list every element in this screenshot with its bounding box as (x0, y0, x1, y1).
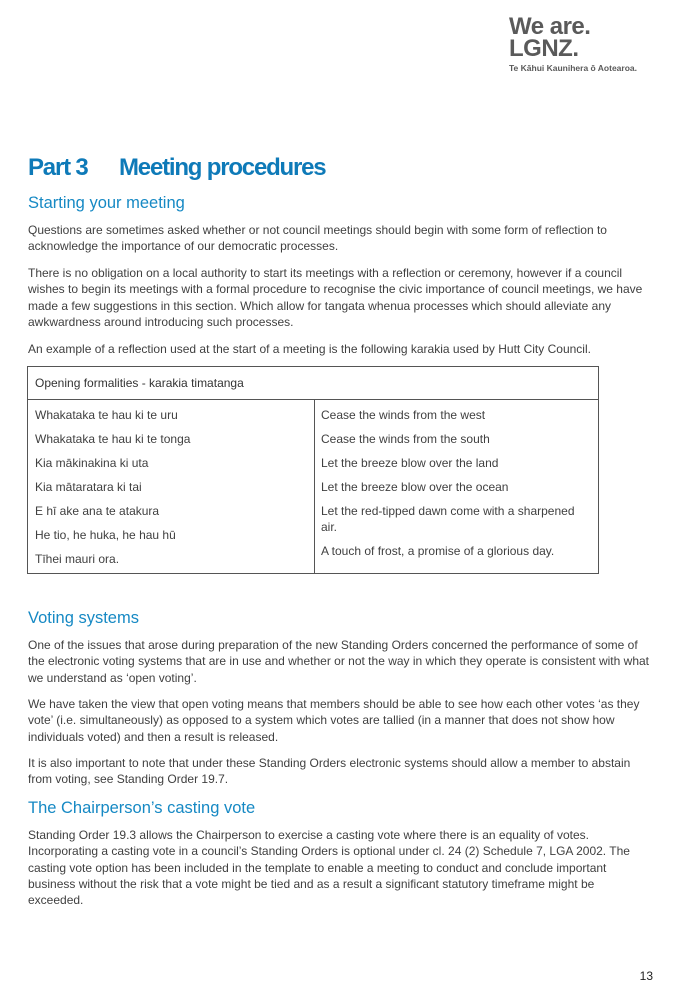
translation-line: Let the breeze blow over the ocean (321, 480, 509, 494)
paragraph: There is no obligation on a local authority to start its meetings with a reflection or ceremony, however if a council wishes to begin its meetings with a formal procedure to recognise the civic importance of council meetings, we have made a few suggestions in this section. Which allow for tangata whenua processes which should alleviate any awkwardness around introducing such processes. (28, 266, 643, 329)
karakia-line: Whakataka te hau ki te uru (35, 408, 178, 422)
logo-line-1: We are. (509, 13, 591, 40)
paragraph: We have taken the view that open voting means that members should be able to see how each other votes ‘as they vote’ (i.e. simultaneously) as opposed to a system which votes are tallied (in a manner that does not show how individuals voted) and then a result is released. (28, 697, 640, 744)
lgnz-logo (509, 13, 637, 73)
paragraph: Standing Order 19.3 allows the Chairperson to exercise a casting vote where there is an equality of votes. Incorporating a casting vote in a council’s Standing Orders is optional under cl. 24 (2) Schedule 7, LGA 2002. The casting vote option has been included in the template to enable a meeting to conduct and conclude important business without the risk that a vote might be tied and as a result a significant statutory timeframe might be exceeded. (28, 828, 630, 908)
section-heading-starting: Starting your meeting (28, 194, 185, 212)
translation-line: Let the breeze blow over the land (321, 456, 499, 470)
part-heading (28, 154, 326, 182)
paragraph: It is also important to note that under these Standing Orders electronic systems should allow a member to abstain from voting, see Standing Order 19.7. (28, 756, 631, 787)
karakia-line: Kia mātaratara ki tai (35, 480, 142, 494)
paragraph: One of the issues that arose during preparation of the new Standing Orders concerned the performance of some of the electronic voting systems that are in use and whether or not the way in which they operate is consistent with what we understand as ‘open voting’. (28, 638, 649, 685)
part-title: Meeting procedures (119, 154, 326, 181)
karakia-line: E hī ake ana te atakura (35, 504, 160, 518)
translation-line: Cease the winds from the south (321, 432, 490, 446)
karakia-line: Kia mākinakina ki uta (35, 456, 149, 470)
karakia-line: Whakataka te hau ki te tonga (35, 432, 191, 446)
paragraph: Questions are sometimes asked whether or not council meetings should begin with some form of reflection to acknowledge the importance of our democratic processes. (28, 223, 607, 254)
section-heading-casting: The Chairperson’s casting vote (28, 799, 256, 817)
logo-tagline: Te Kāhui Kaunihera ō Aotearoa. (509, 63, 637, 73)
logo-line-2: LGNZ. (509, 35, 579, 62)
karakia-table (27, 366, 599, 574)
table-divider (314, 399, 315, 573)
translation-line: A touch of frost, a promise of a glorious day. (321, 544, 555, 558)
section-heading-voting: Voting systems (28, 609, 139, 627)
part-number: Part 3 (28, 154, 88, 181)
page-number: 13 (639, 969, 653, 983)
karakia-line: He tio, he huka, he hau hū (35, 528, 176, 542)
table-header: Opening formalities - karakia timatanga (28, 367, 598, 400)
karakia-line: Tīhei mauri ora. (35, 552, 120, 566)
translation-line: Let the red-tipped dawn come with a sharpened air. (321, 504, 575, 534)
translation-line: Cease the winds from the west (321, 408, 486, 422)
paragraph: An example of a reflection used at the start of a meeting is the following karakia used by Hutt City Council. (28, 342, 591, 356)
